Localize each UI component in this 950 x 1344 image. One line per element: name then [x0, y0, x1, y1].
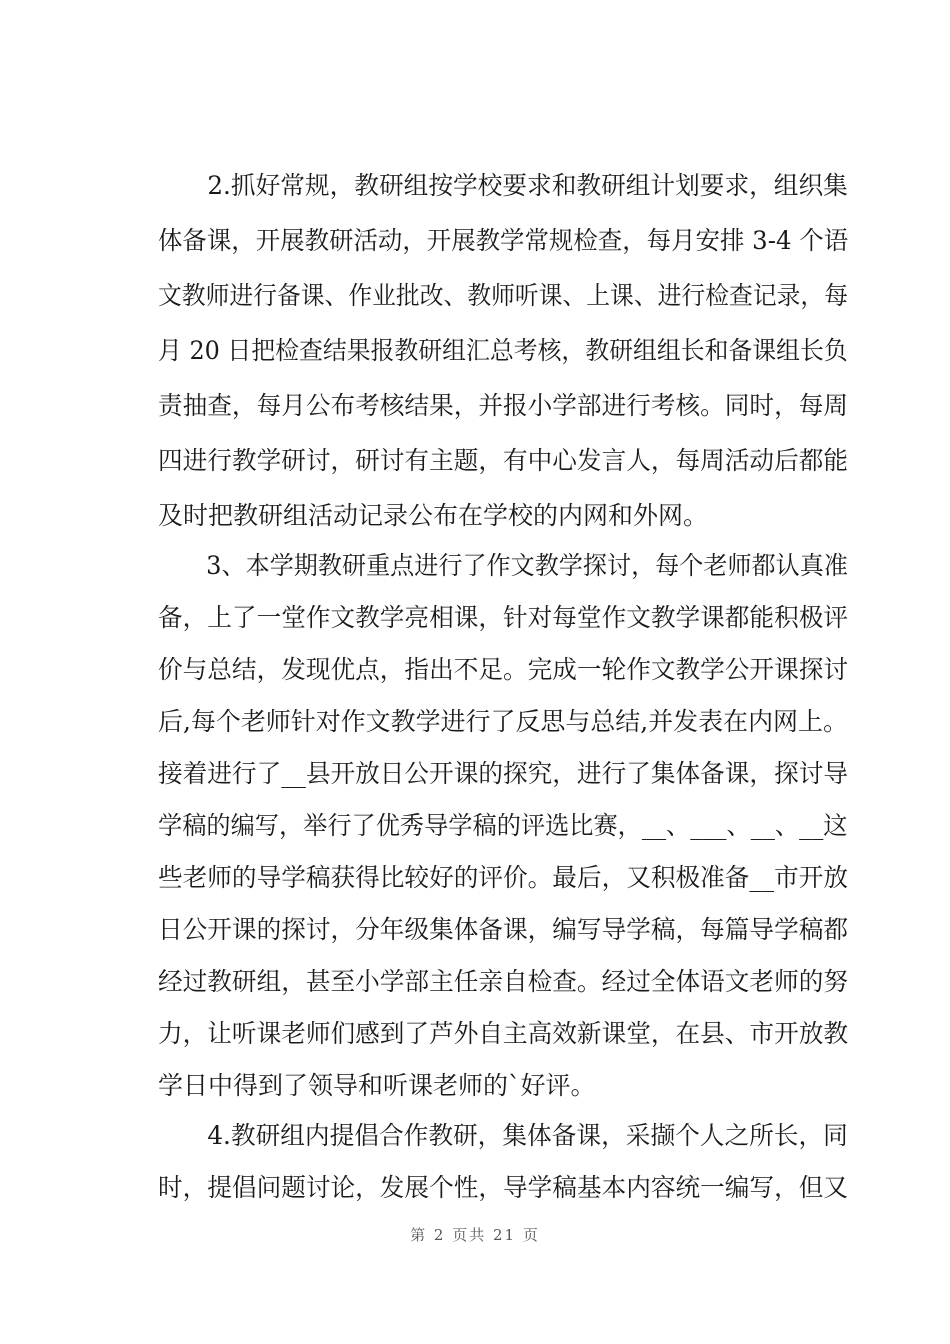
text-line: 4.教研组内提倡合作教研，集体备课，采撷个人之所长，同 — [158, 1121, 848, 1150]
text-line: 学日中得到了领导和听课老师的`好评。 — [158, 1071, 596, 1100]
text-line: 后,每个老师针对作文教学进行了反思与总结,并发表在内网上。 — [158, 707, 848, 736]
text-line: 接着进行了__县开放日公开课的探究，进行了集体备课，探讨导 — [158, 759, 849, 788]
text-line: 日公开课的探讨，分年级集体备课，编写导学稿，每篇导学稿都 — [158, 915, 849, 944]
text-line: 体备课，开展教研活动，开展教学常规检查，每月安排 3-4 个语 — [158, 226, 849, 255]
text-line: 学稿的编写，举行了优秀导学稿的评选比赛，__、___、__、__这 — [158, 811, 848, 840]
text-line: 些老师的导学稿获得比较好的评价。最后，又积极准备__市开放 — [158, 863, 849, 892]
text-line: 价与总结，发现优点，指出不足。完成一轮作文教学公开课探讨 — [158, 655, 849, 684]
text-line: 力，让听课老师们感到了芦外自主高效新课堂，在县、市开放教 — [158, 1019, 849, 1048]
text-line: 四进行教学研讨，研讨有主题，有中心发言人，每周活动后都能 — [158, 446, 849, 475]
text-line: 备，上了一堂作文教学亮相课，针对每堂作文教学课都能积极评 — [158, 603, 849, 632]
text-line: 时，提倡问题讨论，发展个性，导学稿基本内容统一编写，但又 — [158, 1173, 849, 1202]
page-number-footer: 第 2 页共 21 页 — [410, 1226, 540, 1244]
text-line: 责抽查，每月公布考核结果，并报小学部进行考核。同时，每周 — [158, 391, 849, 420]
text-line: 2.抓好常规，教研组按学校要求和教研组计划要求，组织集 — [158, 171, 848, 200]
text-line: 文教师进行备课、作业批改、教师听课、上课、进行检查记录，每 — [158, 281, 848, 310]
text-line: 及时把教研组活动记录公布在学校的内网和外网。 — [158, 501, 709, 530]
text-line: 月 20 日把检查结果报教研组汇总考核，教研组组长和备课组长负 — [158, 336, 848, 365]
text-line: 经过教研组，甚至小学部主任亲自检查。经过全体语文老师的努 — [158, 967, 849, 996]
text-line: 3、本学期教研重点进行了作文教学探讨，每个老师都认真准 — [158, 551, 848, 580]
